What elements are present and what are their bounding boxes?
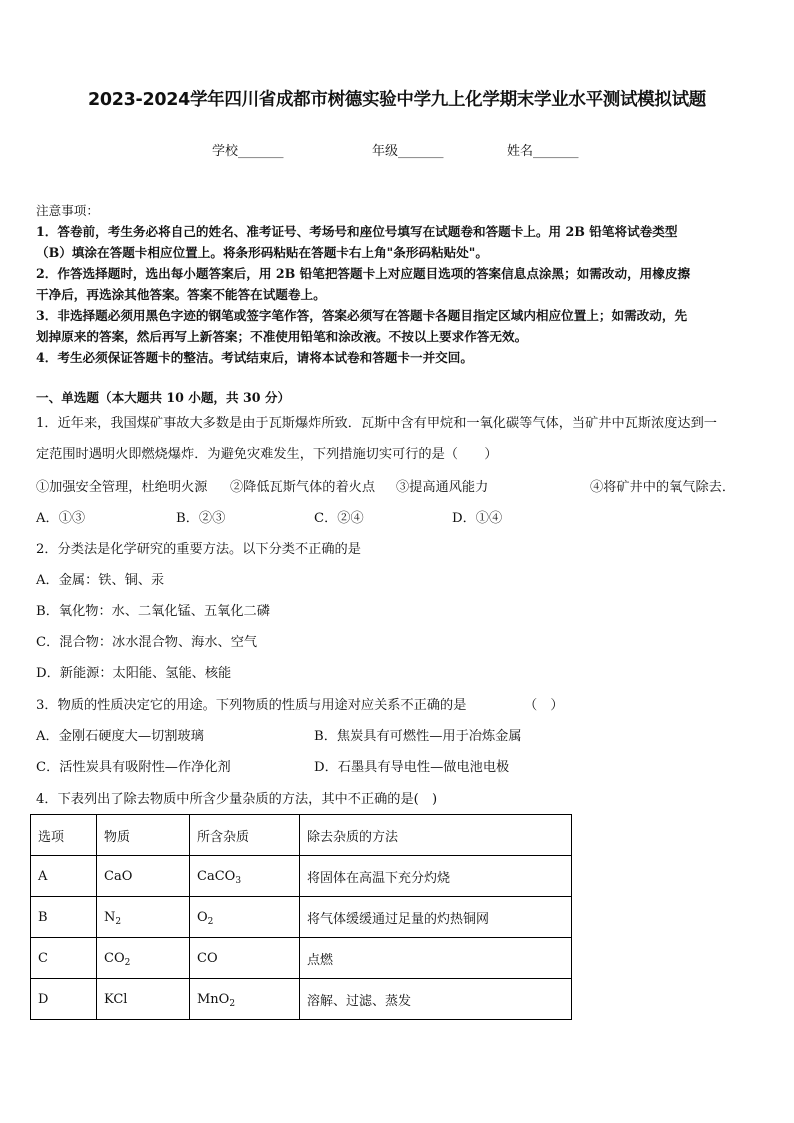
cell-option: C [31, 938, 97, 979]
q1-option-b: B．②③ [176, 511, 226, 526]
cell-impurity: $O_2$ [190, 897, 300, 938]
cell-substance: $N_2$ [97, 897, 190, 938]
table-row [31, 938, 572, 979]
cell-method: 将气体缓缓通过足量的灼热铜网 [300, 897, 572, 938]
section-heading: 一、单选题（本大题共 10 小题，共 30 分） [36, 390, 291, 405]
table-header-row [31, 815, 572, 856]
cell-option: A [31, 856, 97, 897]
cell-option: B [31, 897, 97, 938]
cell-method: 将固体在高温下充分灼烧 [300, 856, 572, 897]
question-2-stem: 2．分类法是化学研究的重要方法。以下分类不正确的是 [36, 542, 361, 557]
cell-substance: CaO [97, 856, 190, 897]
q1-item-2: ②降低瓦斯气体的着火点 [230, 480, 376, 495]
q1-item-3: ③提高通风能力 [396, 480, 489, 495]
q2-option-b: B．氧化物：水、二氧化锰、五氧化二磷 [36, 604, 270, 619]
impurity-table [30, 814, 572, 1020]
q2-option-d: D．新能源：太阳能、氢能、核能 [36, 666, 232, 681]
notes-line: 干净后，再选涂其他答案。答案不能答在试题卷上。 [36, 287, 326, 302]
cell-impurity: CaCO$_3$ [190, 856, 300, 897]
question-1-stem: 1．近年来，我国煤矿事故大多数是由于瓦斯爆炸所致．瓦斯中含有甲烷和一氧化碳等气体，当矿井中瓦斯浓度达到一 [36, 416, 717, 431]
header-option: 选项 [31, 815, 97, 856]
cell-method: 点燃 [300, 938, 572, 979]
table-row [31, 979, 572, 1020]
cell-impurity: CO [190, 938, 300, 979]
q1-option-c: C．②④ [314, 511, 364, 526]
notes-heading: 注意事项： [36, 203, 99, 218]
q2-option-a: A．金属：铁、铜、汞 [36, 573, 165, 588]
q3-option-c: C．活性炭具有吸附性—作净化剂 [36, 760, 231, 775]
header-impurity: 所含杂质 [190, 815, 300, 856]
q2-option-c: C．混合物：冰水混合物、海水、空气 [36, 635, 258, 650]
cell-impurity: MnO$_2$ [190, 979, 300, 1020]
notes-line: 1．答卷前，考生务必将自己的姓名、准考证号、考场号和座位号填写在试题卷和答题卡上。用 2B 铅笔将试卷类型 [36, 224, 678, 239]
notes-line: 划掉原来的答案，然后再写上新答案；不准使用铅笔和涂改液。不按以上要求作答无效。 [36, 329, 528, 344]
cell-substance: $CO_2$ [97, 938, 190, 979]
q1-option-a: A．①③ [36, 511, 86, 526]
page-title: 2023-2024学年四川省成都市树德实验中学九上化学期末学业水平测试模拟试题 [88, 90, 706, 110]
table-row [31, 897, 572, 938]
q3-option-b: B．焦炭具有可燃性—用于冶炼金属 [314, 729, 522, 744]
notes-line: 2．作答选择题时，选出每小题答案后，用 2B 铅笔把答题卡上对应题目选项的答案信息点涂黑；如需改动，用橡皮擦 [36, 266, 691, 281]
question-4-stem: 4．下表列出了除去物质中所含少量杂质的方法，其中不正确的是( ) [36, 792, 438, 807]
q3-option-d: D．石墨具有导电性—做电池电极 [314, 760, 510, 775]
notes-line: 3．非选择题必须用黑色字迹的钢笔或签字笔作答，答案必须写在答题卡各题目指定区域内相应位置上；如需改动，先 [36, 308, 688, 323]
q1-item-4: ④将矿井中的氧气除去． [590, 480, 736, 495]
cell-method: 溶解、过滤、蒸发 [300, 979, 572, 1020]
q1-option-d: D．①④ [452, 511, 503, 526]
table-row [31, 856, 572, 897]
header-substance: 物质 [97, 815, 190, 856]
q1-item-1: ①加强安全管理，杜绝明火源 [36, 480, 208, 495]
grade-field: 年级_______ [372, 144, 444, 159]
question-1-stem: 定范围时遇明火即燃烧爆炸．为避免灾难发生，下列措施切实可行的是（ ） [36, 447, 498, 462]
q3-option-a: A．金刚石硬度大—切割玻璃 [36, 729, 204, 744]
cell-substance: KCl [97, 979, 190, 1020]
notes-line: （B）填涂在答题卡相应位置上。将条形码粘贴在答题卡右上角"条形码粘贴处"。 [36, 245, 488, 260]
question-3-stem: 3．物质的性质决定它的用途。下列物质的性质与用途对应关系不正确的是 [36, 698, 467, 713]
notes-line: 4．考生必须保证答题卡的整洁。考试结束后，请将本试卷和答题卡一并交回。 [36, 350, 473, 365]
cell-option: D [31, 979, 97, 1020]
q3-answer-paren: （ ） [524, 698, 564, 713]
header-method: 除去杂质的方法 [300, 815, 572, 856]
school-field: 学校_______ [212, 144, 284, 159]
name-field: 姓名_______ [507, 144, 579, 159]
